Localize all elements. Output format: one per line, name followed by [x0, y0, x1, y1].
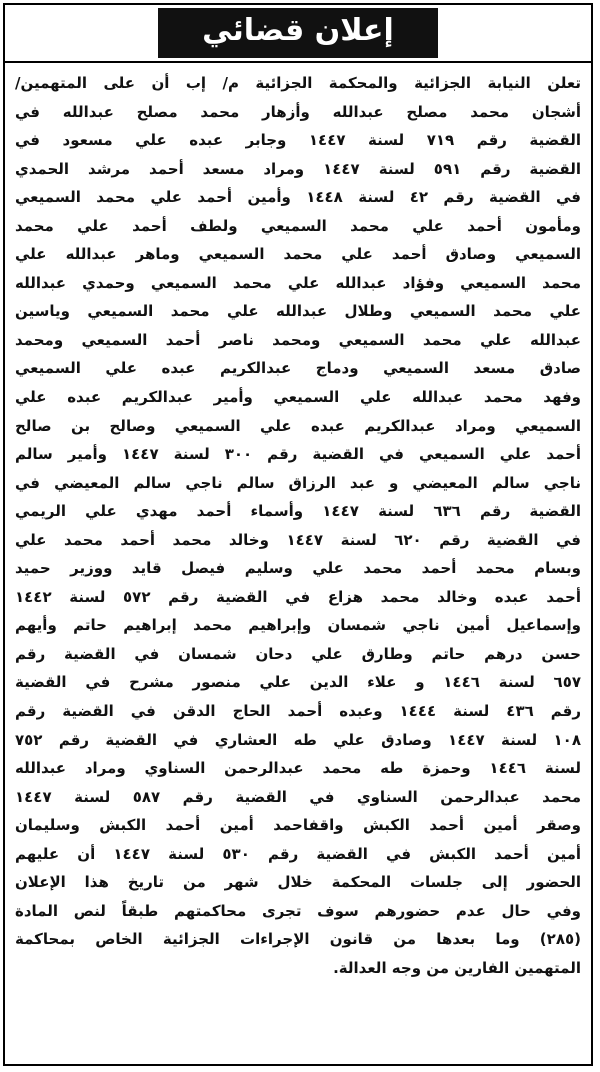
notice-line: أشجان محمد مصلح عبدالله وأزهار محمد مصلح عبدالله في: [15, 102, 581, 121]
notice-line: وصقر أمين أحمد الكبش واقفاحمد أمين أحمد الكبش وسليمان: [15, 816, 581, 835]
notice-line: في القضية رقم ٦٢٠ لسنة ١٤٤٧ وخالد محمد أحمد محمد علي: [15, 530, 581, 549]
notice-line: لسنة ١٤٤٦ وحمزة طه محمد عبدالرحمن السناوي ومراد عبدالله: [15, 759, 581, 778]
legal-notice-frame: [3, 3, 593, 1066]
notice-title: إعلان قضائي: [158, 8, 438, 58]
notice-line: القضية رقم ٥٩١ لسنة ١٤٤٧ ومراد مسعد أحمد مرشد الحمدي: [15, 159, 581, 178]
notice-line: ومأمون أحمد علي محمد السميعي ولطف أحمد علي محمد: [15, 216, 581, 235]
notice-line: تعلن النيابة الجزائية والمحكمة الجزائية م/ إب أن على المتهمين/: [15, 74, 581, 92]
notice-line: (٢٨٥) وما بعدها من قانون الإجراءات الجزائية الخاص بمحاكمة: [15, 930, 581, 949]
notice-line: محمد عبدالرحمن السناوي في القضية رقم ٥٨٧ لسنة ١٤٤٧: [15, 787, 581, 806]
notice-line: وفي حال عدم حضورهم سوف تجرى محاكمتهم طبقاً لنص المادة: [15, 901, 581, 920]
notice-line: أحمد علي السميعي في القضية رقم ٣٠٠ لسنة ١٤٤٧ وأمير سالم: [15, 445, 581, 464]
notice-line: السميعي ومراد عبدالكريم عبده علي السميعي وصالح بن صالح: [15, 416, 581, 435]
notice-line: عبدالله علي محمد السميعي ومحمد ناصر أحمد السميعي ومحمد: [15, 330, 581, 349]
notice-line: ٦٥٧ لسنة ١٤٤٦ و علاء الدين علي منصور مشرح في القضية: [15, 673, 581, 692]
notice-body: [5, 63, 591, 983]
notice-line: وبسام محمد أحمد محمد علي وسليم فيصل قايد ووزير حميد: [15, 559, 581, 578]
notice-line: أحمد عبده وخالد محمد هزاع في القضية رقم ٥٧٢ لسنة ١٤٤٢: [15, 587, 581, 606]
notice-line: صادق مسعد السميعي ودماج عبدالكريم عبده علي السميعي: [15, 359, 581, 378]
notice-line: في القضية رقم ٤٢ لسنة ١٤٤٨ وأمين أحمد علي محمد السميعي: [15, 188, 581, 207]
notice-line: محمد السميعي وفؤاد عبدالله علي محمد السميعي وحمدي عبدالله: [15, 273, 581, 292]
notice-header: [5, 5, 591, 63]
notice-line: أمين أحمد الكبش في القضية رقم ٥٣٠ لسنة ١٤٤٧ أن عليهم: [15, 844, 581, 863]
notice-line: الحضور إلى جلسات المحكمة خلال شهر من تاريخ هذا الإعلان: [15, 873, 581, 892]
notice-line: المتهمين الفارين من وجه العدالة.: [333, 958, 581, 977]
notice-line: السميعي وصادق أحمد علي محمد السميعي وماهر عبدالله علي: [15, 245, 581, 264]
notice-line: القضية رقم ٦٣٦ لسنة ١٤٤٧ وأسماء أحمد مهدي علي الريمي: [15, 502, 581, 521]
notice-line: القضية رقم ٧١٩ لسنة ١٤٤٧ وجابر عبده علي مسعود في: [15, 131, 581, 150]
notice-line: حسن درهم حاتم وطارق علي دحان شمسان في القضية رقم: [15, 644, 581, 663]
notice-line: ناجي سالم المعيضي و عبد الرزاق سالم ناجي سالم المعيضي في: [15, 473, 581, 492]
notice-line: وإسماعيل أمين ناجي شمسان وإبراهيم محمد إبراهيم حاتم وأيهم: [15, 616, 581, 635]
notice-line: علي محمد السميعي وطلال عبدالله علي محمد السميعي وياسين: [15, 302, 581, 321]
notice-line: وفهد محمد عبدالله علي السميعي وأمير عبدالكريم عبده علي: [15, 388, 581, 407]
notice-line: ١٠٨ لسنة ١٤٤٧ وصادق علي طه العشاري في القضية رقم ٧٥٢: [15, 730, 581, 749]
notice-line: رقم ٤٣٦ لسنة ١٤٤٤ وعبده أحمد الحاج الدقن في القضية رقم: [15, 702, 581, 721]
